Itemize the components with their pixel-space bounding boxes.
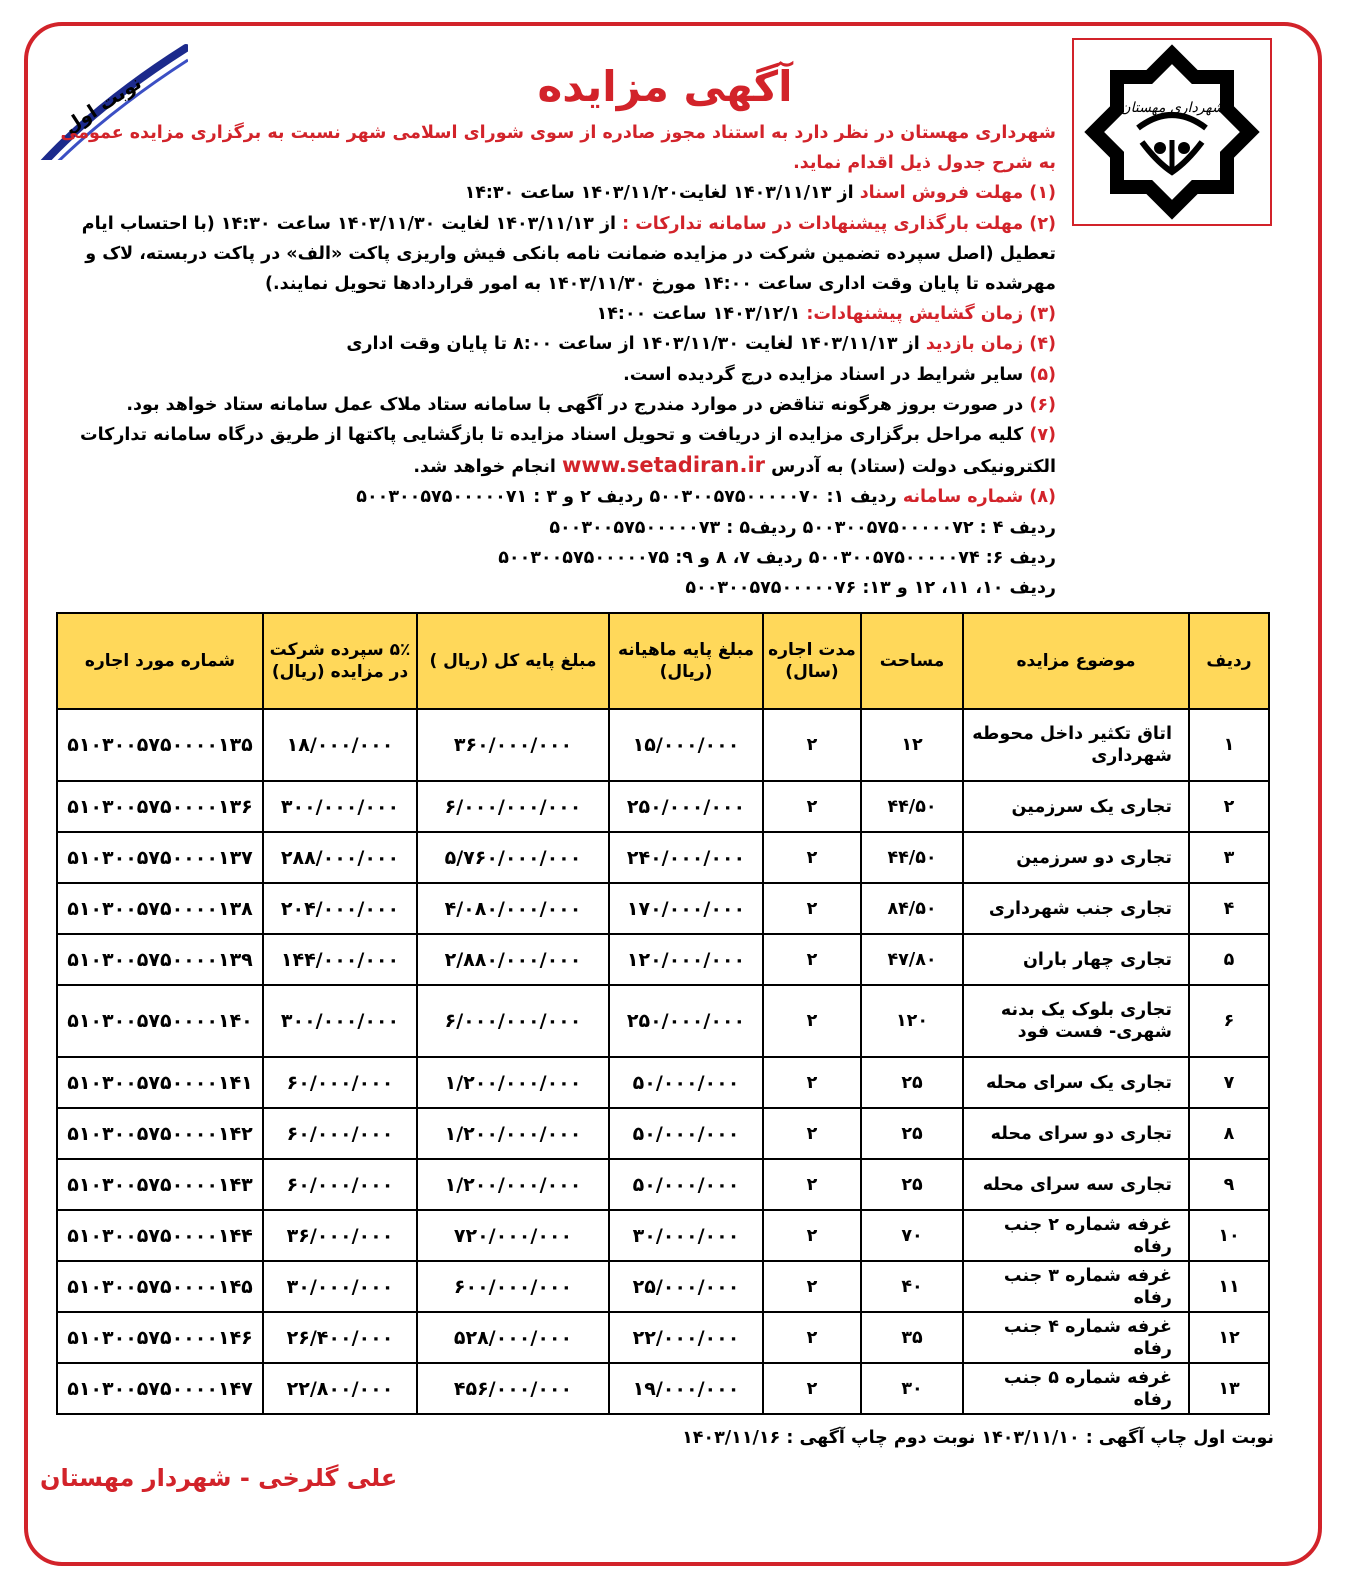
cell-monthly-base: ۲۴۰/۰۰۰/۰۰۰ [609, 832, 763, 883]
cell-lease-term: ۲ [763, 1159, 861, 1210]
cell-row-number: ۳ [1189, 832, 1269, 883]
item-5-text: سایر شرایط در اسناد مزایده درج گردیده است. [623, 364, 1030, 385]
cell-lease-number: ۵۱۰۳۰۰۵۷۵۰۰۰۰۱۴۰ [57, 985, 263, 1057]
cell-lease-term: ۲ [763, 781, 861, 832]
cell-lease-term: ۲ [763, 1057, 861, 1108]
cell-total-base: ۴/۰۸۰/۰۰۰/۰۰۰ [417, 883, 609, 934]
header-subject: موضوع مزایده [963, 613, 1189, 709]
cell-lease-term: ۲ [763, 883, 861, 934]
cell-area: ۲۵ [861, 1057, 963, 1108]
cell-lease-number: ۵۱۰۳۰۰۵۷۵۰۰۰۰۱۳۹ [57, 934, 263, 985]
cell-area: ۱۲ [861, 709, 963, 781]
logo-text: شهرداری مهستان [1120, 100, 1224, 116]
cell-monthly-base: ۵۰/۰۰۰/۰۰۰ [609, 1057, 763, 1108]
cell-lease-term: ۲ [763, 934, 861, 985]
cell-row-number: ۲ [1189, 781, 1269, 832]
cell-monthly-base: ۱۲۰/۰۰۰/۰۰۰ [609, 934, 763, 985]
table-row [57, 832, 1269, 883]
cell-row-number: ۱۲ [1189, 1312, 1269, 1363]
cell-deposit: ۳۰/۰۰۰/۰۰۰ [263, 1261, 417, 1312]
table-row [57, 883, 1269, 934]
cell-subject: تجاری دو سرزمین [963, 832, 1189, 883]
table-row [57, 709, 1269, 781]
cell-area: ۲۵ [861, 1108, 963, 1159]
table-row [57, 1312, 1269, 1363]
cell-lease-number: ۵۱۰۳۰۰۵۷۵۰۰۰۰۱۴۱ [57, 1057, 263, 1108]
cell-subject: غرفه شماره ۲ جنب رفاه [963, 1210, 1189, 1261]
cell-lease-term: ۲ [763, 1363, 861, 1414]
cell-row-number: ۱ [1189, 709, 1269, 781]
item-6-label: (۶) [1029, 394, 1056, 415]
cell-lease-number: ۵۱۰۳۰۰۵۷۵۰۰۰۰۱۴۵ [57, 1261, 263, 1312]
cell-row-number: ۱۱ [1189, 1261, 1269, 1312]
cell-total-base: ۵/۷۶۰/۰۰۰/۰۰۰ [417, 832, 609, 883]
cell-lease-term: ۲ [763, 985, 861, 1057]
cell-monthly-base: ۳۰/۰۰۰/۰۰۰ [609, 1210, 763, 1261]
cell-deposit: ۶۰/۰۰۰/۰۰۰ [263, 1159, 417, 1210]
table-row [57, 1108, 1269, 1159]
cell-area: ۸۴/۵۰ [861, 883, 963, 934]
cell-lease-term: ۲ [763, 1312, 861, 1363]
cell-lease-number: ۵۱۰۳۰۰۵۷۵۰۰۰۰۱۳۸ [57, 883, 263, 934]
cell-total-base: ۲/۸۸۰/۰۰۰/۰۰۰ [417, 934, 609, 985]
cell-row-number: ۴ [1189, 883, 1269, 934]
page-title: آگهی مزایده [537, 62, 793, 111]
cell-monthly-base: ۲۵/۰۰۰/۰۰۰ [609, 1261, 763, 1312]
item-8-line1: ردیف ۱: ۵۰۰۳۰۰۵۷۵۰۰۰۰۰۷۰ ردیف ۲ و ۳ : ۵۰۰۳۰۰۵۷۵۰۰۰۰۰۷۱ [356, 487, 903, 508]
cell-lease-number: ۵۱۰۳۰۰۵۷۵۰۰۰۰۱۴۷ [57, 1363, 263, 1414]
cell-total-base: ۵۲۸/۰۰۰/۰۰۰ [417, 1312, 609, 1363]
cell-total-base: ۱/۲۰۰/۰۰۰/۰۰۰ [417, 1057, 609, 1108]
cell-lease-term: ۲ [763, 1210, 861, 1261]
table-row [57, 934, 1269, 985]
cell-deposit: ۶۰/۰۰۰/۰۰۰ [263, 1108, 417, 1159]
auction-table [56, 612, 1270, 1415]
cell-area: ۲۵ [861, 1159, 963, 1210]
cell-lease-term: ۲ [763, 1261, 861, 1312]
cell-total-base: ۱/۲۰۰/۰۰۰/۰۰۰ [417, 1159, 609, 1210]
item-5-label: (۵) [1029, 364, 1056, 385]
cell-lease-number: ۵۱۰۳۰۰۵۷۵۰۰۰۰۱۴۲ [57, 1108, 263, 1159]
item-3-label: (۳) زمان گشایش پیشنهادات: [806, 304, 1056, 325]
cell-total-base: ۴۵۶/۰۰۰/۰۰۰ [417, 1363, 609, 1414]
table-row [57, 1057, 1269, 1108]
table-row [57, 985, 1269, 1057]
table-header-row [57, 613, 1269, 709]
cell-lease-number: ۵۱۰۳۰۰۵۷۵۰۰۰۰۱۴۶ [57, 1312, 263, 1363]
cell-monthly-base: ۱۵/۰۰۰/۰۰۰ [609, 709, 763, 781]
cell-row-number: ۹ [1189, 1159, 1269, 1210]
cell-row-number: ۸ [1189, 1108, 1269, 1159]
cell-area: ۷۰ [861, 1210, 963, 1261]
cell-row-number: ۱۳ [1189, 1363, 1269, 1414]
cell-deposit: ۱۸/۰۰۰/۰۰۰ [263, 709, 417, 781]
cell-lease-number: ۵۱۰۳۰۰۵۷۵۰۰۰۰۱۳۷ [57, 832, 263, 883]
cell-subject: تجاری بلوک یک بدنه شهری- فست فود [963, 985, 1189, 1057]
header-area: مساحت [861, 613, 963, 709]
header-total-base: مبلغ پایه کل (ریال ) [417, 613, 609, 709]
item-8-label: (۸) شماره سامانه [902, 487, 1056, 508]
item-8-line2: ردیف ۴ : ۵۰۰۳۰۰۵۷۵۰۰۰۰۰۷۲ ردیف۵ : ۵۰۰۳۰۰۵۷۵۰۰۰۰۰۷۳ [549, 517, 1056, 538]
cell-subject: غرفه شماره ۴ جنب رفاه [963, 1312, 1189, 1363]
cell-monthly-base: ۲۵۰/۰۰۰/۰۰۰ [609, 985, 763, 1057]
cell-deposit: ۳۰۰/۰۰۰/۰۰۰ [263, 985, 417, 1057]
cell-lease-number: ۵۱۰۳۰۰۵۷۵۰۰۰۰۱۴۳ [57, 1159, 263, 1210]
cell-row-number: ۷ [1189, 1057, 1269, 1108]
cell-total-base: ۷۲۰/۰۰۰/۰۰۰ [417, 1210, 609, 1261]
cell-area: ۴۷/۸۰ [861, 934, 963, 985]
header-deposit: ۵٪ سپرده شرکت در مزایده (ریال) [263, 613, 417, 709]
cell-total-base: ۶۰۰/۰۰۰/۰۰۰ [417, 1261, 609, 1312]
cell-total-base: ۳۶۰/۰۰۰/۰۰۰ [417, 709, 609, 781]
cell-lease-number: ۵۱۰۳۰۰۵۷۵۰۰۰۰۱۴۴ [57, 1210, 263, 1261]
item-4-label: (۴) زمان بازدید [925, 334, 1056, 355]
cell-subject: تجاری جنب شهرداری [963, 883, 1189, 934]
cell-area: ۴۴/۵۰ [861, 832, 963, 883]
item-7-tail: انجام خواهد شد. [413, 457, 562, 478]
header-lease-term: مدت اجاره (سال) [763, 613, 861, 709]
cell-subject: غرفه شماره ۳ جنب رفاه [963, 1261, 1189, 1312]
cell-subject: اتاق تکثیر داخل محوطه شهرداری [963, 709, 1189, 781]
cell-total-base: ۶/۰۰۰/۰۰۰/۰۰۰ [417, 781, 609, 832]
item-7-label: (۷) [1029, 425, 1056, 446]
cell-area: ۴۴/۵۰ [861, 781, 963, 832]
cell-subject: تجاری چهار باران [963, 934, 1189, 985]
cell-monthly-base: ۵۰/۰۰۰/۰۰۰ [609, 1159, 763, 1210]
cell-row-number: ۱۰ [1189, 1210, 1269, 1261]
cell-area: ۳۵ [861, 1312, 963, 1363]
intro-text: شهرداری مهستان در نظر دارد به استناد مجوز صادره از سوی شورای اسلامی شهر نسبت به برگزاری مزایده عمومی به شرح جدول ذیل اقدام نماید. [60, 123, 1056, 174]
header-lease-number: شماره مورد اجاره [57, 613, 263, 709]
cell-deposit: ۱۴۴/۰۰۰/۰۰۰ [263, 934, 417, 985]
cell-subject: تجاری یک سرزمین [963, 781, 1189, 832]
cell-area: ۱۲۰ [861, 985, 963, 1057]
cell-lease-number: ۵۱۰۳۰۰۵۷۵۰۰۰۰۱۳۵ [57, 709, 263, 781]
ribbon-label: نوبت اول [59, 71, 146, 139]
table-row [57, 1210, 1269, 1261]
cell-subject: تجاری سه سرای محله [963, 1159, 1189, 1210]
item-3-text: ۱۴۰۳/۱۲/۱ ساعت ۱۴:۰۰ [596, 304, 807, 325]
cell-monthly-base: ۱۹/۰۰۰/۰۰۰ [609, 1363, 763, 1414]
cell-area: ۴۰ [861, 1261, 963, 1312]
cell-subject: غرفه شماره ۵ جنب رفاه [963, 1363, 1189, 1414]
cell-deposit: ۳۰۰/۰۰۰/۰۰۰ [263, 781, 417, 832]
print-dates: نوبت اول چاپ آگهی : ۱۴۰۳/۱۱/۱۰ نوبت دوم چاپ آگهی : ۱۴۰۳/۱۱/۱۶ [682, 1428, 1274, 1448]
cell-deposit: ۲۸۸/۰۰۰/۰۰۰ [263, 832, 417, 883]
cell-lease-term: ۲ [763, 832, 861, 883]
header-row-number: ردیف [1189, 613, 1269, 709]
item-6-text: در صورت بروز هرگونه تناقض در موارد مندرج در آگهی با سامانه ستاد ملاک عمل سامانه ستاد خواهد بود. [126, 394, 1030, 415]
cell-monthly-base: ۱۷۰/۰۰۰/۰۰۰ [609, 883, 763, 934]
item-7-text: کلیه مراحل برگزاری مزایده از دریافت و تحویل اسناد مزایده تا بازگشایی پاکتها از طریق درگاه سامانه تدارکات الکترونیکی دولت (ستاد) به آدرس [79, 425, 1056, 478]
table-row [57, 1159, 1269, 1210]
cell-lease-term: ۲ [763, 709, 861, 781]
cell-deposit: ۶۰/۰۰۰/۰۰۰ [263, 1057, 417, 1108]
cell-subject: تجاری یک سرای محله [963, 1057, 1189, 1108]
item-4-text: از ۱۴۰۳/۱۱/۱۳ لغایت ۱۴۰۳/۱۱/۳۰ از ساعت ۸:۰۰ تا پایان وقت اداری [346, 334, 926, 355]
cell-deposit: ۲۲/۸۰۰/۰۰۰ [263, 1363, 417, 1414]
table-row [57, 1261, 1269, 1312]
item-8-line3: ردیف ۶: ۵۰۰۳۰۰۵۷۵۰۰۰۰۰۷۴ ردیف ۷، ۸ و ۹: ۵۰۰۳۰۰۵۷۵۰۰۰۰۰۷۵ [498, 547, 1056, 568]
item-8-line4: ردیف ۱۰، ۱۱، ۱۲ و ۱۳: ۵۰۰۳۰۰۵۷۵۰۰۰۰۰۷۶ [685, 578, 1056, 599]
cell-subject: تجاری دو سرای محله [963, 1108, 1189, 1159]
cell-row-number: ۵ [1189, 934, 1269, 985]
cell-monthly-base: ۵۰/۰۰۰/۰۰۰ [609, 1108, 763, 1159]
cell-monthly-base: ۲۲/۰۰۰/۰۰۰ [609, 1312, 763, 1363]
table-row [57, 781, 1269, 832]
item-2-label: (۲) مهلت بارگذاری پیشنهادات در سامانه تدارکات : [622, 213, 1056, 234]
municipality-logo [1072, 38, 1272, 226]
table-row [57, 1363, 1269, 1414]
cell-deposit: ۲۶/۴۰۰/۰۰۰ [263, 1312, 417, 1363]
cell-lease-term: ۲ [763, 1108, 861, 1159]
cell-deposit: ۳۶/۰۰۰/۰۰۰ [263, 1210, 417, 1261]
cell-deposit: ۲۰۴/۰۰۰/۰۰۰ [263, 883, 417, 934]
cell-area: ۳۰ [861, 1363, 963, 1414]
item-2-text: از ۱۴۰۳/۱۱/۱۳ لغایت ۱۴۰۳/۱۱/۳۰ ساعت ۱۴:۳۰ (با احتساب ایام تعطیل (اصل سپرده تضمین شرکت در مزایده ضمانت نامه بانکی فیش واریزی پاکت «الف» در پاکت دربسته، لاک و مهرشده تا پایان وقت اداری ساعت ۱۴:۰۰ مورخ ۱۴۰۳/۱۱/۳۰ به امور قراردادها تحویل نمایند.) [81, 213, 1056, 295]
mayor-signature: علی گلرخی - شهردار مهستان [40, 1464, 398, 1492]
cell-row-number: ۶ [1189, 985, 1269, 1057]
item-1-label: (۱) مهلت فروش اسناد [859, 183, 1056, 204]
cell-total-base: ۱/۲۰۰/۰۰۰/۰۰۰ [417, 1108, 609, 1159]
notice-body [38, 118, 1056, 603]
header-monthly-base: مبلغ پایه ماهیانه (ریال) [609, 613, 763, 709]
cell-total-base: ۶/۰۰۰/۰۰۰/۰۰۰ [417, 985, 609, 1057]
cell-monthly-base: ۲۵۰/۰۰۰/۰۰۰ [609, 781, 763, 832]
setadiran-link[interactable]: www.setadiran.ir [562, 453, 766, 478]
cell-lease-number: ۵۱۰۳۰۰۵۷۵۰۰۰۰۱۳۶ [57, 781, 263, 832]
item-1-text: از ۱۴۰۳/۱۱/۱۳ لغایت۱۴۰۳/۱۱/۲۰ ساعت ۱۴:۳۰ [464, 183, 860, 204]
